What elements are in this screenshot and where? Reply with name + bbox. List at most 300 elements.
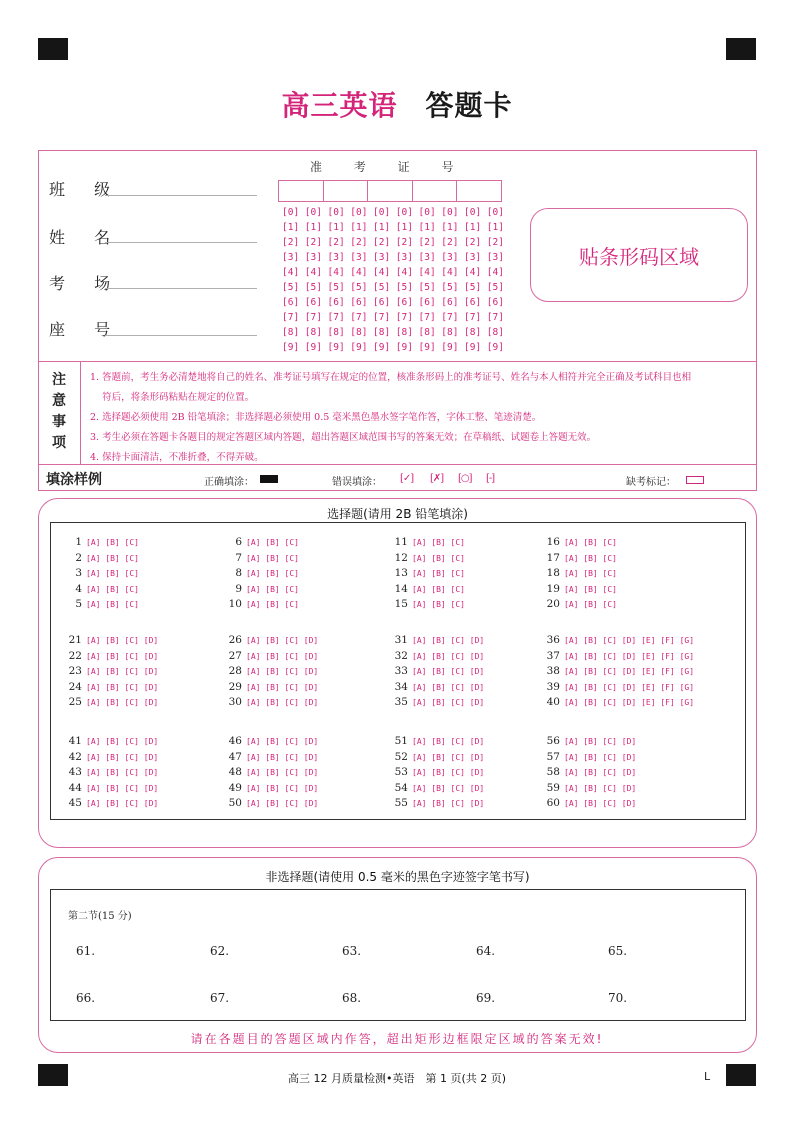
choice-question-25 [62,696,158,708]
exam-id-digit-bubble[interactable]: [4] [486,267,504,278]
exam-id-digit-bubble[interactable]: [0] [441,207,459,218]
answer-bubbles[interactable]: [A] [B] [C] [D] [246,682,319,692]
exam-id-digit-row [282,222,504,237]
answer-bubbles[interactable]: [A] [B] [C] [D] [564,737,637,746]
exam-id-digit-bubble[interactable]: [1] [464,222,482,233]
answer-bubbles[interactable]: [A] [B] [C] [D] [E] [F] [G] [564,636,695,645]
notice-item: 3. 考生必须在答题卡各题目的规定答题区域内答题，超出答题区域范围书写的答案无效；在草稿纸、试题卷上答题无效。 [90,432,597,443]
exam-id-digit-bubble[interactable]: [9] [418,342,436,353]
choice-question-22 [62,650,158,662]
choice-question-14 [388,583,465,595]
choice-question-27 [222,650,318,662]
exam-id-digit-bubble[interactable]: [3] [395,252,413,263]
exam-room-label: 考 场 [49,274,123,293]
blank-63[interactable]: 63. [342,944,362,958]
exam-id-digit-row [282,312,504,327]
exam-id-digit-bubble[interactable]: [7] [304,312,322,323]
choice-question-54 [388,782,484,794]
exam-id-digit-bubble[interactable]: [7] [373,312,391,323]
wrong-fill-circle-icon: [○] [458,473,472,484]
answer-bubbles[interactable]: [A] [B] [C] [D] [86,768,159,777]
exam-id-digit-bubble[interactable]: [1] [395,222,413,233]
choice-question-55 [388,797,484,809]
exam-id-digit-bubble[interactable]: [3] [304,252,322,263]
choice-question-7 [222,552,299,564]
exam-id-digit-bubble[interactable]: [4] [282,267,300,278]
exam-id-digit-bubble[interactable]: [4] [350,267,368,278]
exam-id-digit-bubble[interactable]: [1] [418,222,436,233]
exam-id-digit-bubble[interactable]: [6] [486,297,504,308]
choice-question-37 [540,650,694,662]
exam-id-digit-bubble[interactable]: [3] [464,252,482,263]
choice-question-1 [62,536,139,548]
exam-id-digit-bubble[interactable]: [5] [486,282,504,293]
question-number: 21 [68,634,82,646]
exam-id-digit-bubble[interactable]: [0] [464,207,482,218]
exam-id-digit-bubble[interactable]: [5] [395,282,413,293]
choice-question-18 [540,567,617,579]
answer-bubbles[interactable]: [A] [B] [C] [D] [412,752,485,762]
exam-id-digit-bubble[interactable]: [3] [373,252,391,263]
blank-67[interactable]: 67. [210,991,230,1005]
question-number: 56 [546,735,560,747]
exam-id-digit-bubble[interactable]: [2] [464,237,482,248]
exam-id-digit-bubble[interactable]: [5] [327,282,345,293]
exam-id-digit-bubble[interactable]: [2] [327,237,345,248]
answer-bubbles[interactable]: [A] [B] [C] [412,538,465,547]
answer-bubbles[interactable]: [A] [B] [C] [D] [246,636,319,645]
exam-id-digit-bubble[interactable]: [0] [350,207,368,218]
exam-id-digit-bubble[interactable]: [9] [373,342,391,353]
exam-id-digit-bubble[interactable]: [8] [327,327,345,338]
exam-id-digit-bubble[interactable]: [6] [395,297,413,308]
exam-id-digit-bubble[interactable]: [7] [464,312,482,323]
page-footer: 高三 12 月质量检测•英语 第 1 页(共 2 页) [287,1072,507,1085]
choice-question-6 [222,536,299,548]
choice-question-30 [222,696,318,708]
exam-id-digit-bubble[interactable]: [5] [282,282,300,293]
question-number: 44 [68,781,82,794]
question-number: 29 [228,680,242,693]
exam-id-title: 准 考 证 号 [310,160,468,174]
answer-bubbles[interactable]: [A] [B] [C] [D] [E] [F] [G] [564,682,695,692]
exam-id-digit-bubble[interactable]: [0] [304,207,322,218]
class-label: 班 级 [49,180,123,199]
exam-id-digit-bubble[interactable]: [8] [350,327,368,338]
exam-id-digit-bubble[interactable]: [3] [441,252,459,263]
wrong-fill-label: 错误填涂： [332,477,382,488]
exam-id-digit-bubble[interactable]: [3] [486,252,504,263]
answer-bubbles[interactable]: [A] [B] [C] [D] [86,636,159,645]
blank-65[interactable]: 65. [608,944,628,958]
answer-bubbles[interactable]: [A] [B] [C] [D] [246,737,319,746]
answer-bubbles[interactable]: [A] [B] [C] [564,538,617,547]
question-number: 11 [394,536,408,548]
choice-question-17 [540,552,617,564]
exam-id-digit-bubble[interactable]: [4] [418,267,436,278]
question-number: 58 [546,766,560,778]
exam-id-digit-bubble[interactable]: [2] [486,237,504,248]
exam-id-digit-bubble[interactable]: [8] [304,327,322,338]
answer-bubbles[interactable]: [A] [B] [C] [D] [86,651,159,661]
answer-bubbles[interactable]: [A] [B] [C] [86,584,139,594]
question-number: 8 [235,567,242,579]
answer-bubbles[interactable]: [A] [B] [C] [86,553,139,563]
answer-bubbles[interactable]: [A] [B] [C] [564,553,617,563]
answer-bubbles[interactable]: [A] [B] [C] [412,553,465,563]
exam-id-digit-bubble[interactable]: [9] [327,342,345,353]
question-number: 51 [394,735,408,747]
exam-id-digit-row [282,207,504,222]
answer-bubbles[interactable]: [A] [B] [C] [D] [412,737,485,746]
exam-id-write-grid[interactable] [278,180,502,202]
answer-bubbles[interactable]: [A] [B] [C] [564,569,617,578]
nonchoice-section-title: 非选择题(请使用 0.5 毫米的黑色字迹签字笔书写) [265,870,530,884]
blank-69[interactable]: 69. [476,991,496,1005]
exam-id-bubble-grid[interactable] [282,207,504,357]
exam-id-digit-bubble[interactable]: [5] [304,282,322,293]
exam-id-digit-bubble[interactable]: [2] [418,237,436,248]
exam-id-digit-bubble[interactable]: [2] [304,237,322,248]
answer-bubbles[interactable]: [A] [B] [C] [412,584,465,594]
answer-bubbles[interactable]: [A] [B] [C] [D] [564,799,637,808]
blank-66[interactable]: 66. [76,991,96,1005]
exam-id-digit-bubble[interactable]: [3] [282,252,300,263]
exam-id-digit-bubble[interactable]: [8] [282,327,300,338]
choice-question-39 [540,681,694,693]
answer-bubbles[interactable]: [A] [B] [C] [D] [412,682,485,692]
exam-id-digit-bubble[interactable]: [9] [441,342,459,353]
answer-bubbles[interactable]: [A] [B] [C] [564,584,617,594]
choice-question-44 [62,782,158,794]
choice-question-49 [222,782,318,794]
question-number: 31 [394,634,408,646]
exam-id-digit-bubble[interactable]: [0] [486,207,504,218]
answer-bubbles[interactable]: [A] [B] [C] [246,600,299,609]
exam-id-digit-bubble[interactable]: [8] [418,327,436,338]
blank-70[interactable]: 70. [608,991,628,1005]
exam-id-digit-bubble[interactable]: [2] [282,237,300,248]
nonchoice-answer-area [50,889,746,1021]
exam-room-field[interactable] [105,288,257,289]
question-number: 46 [228,735,242,747]
exam-id-digit-row [282,237,504,252]
exam-id-digit-bubble[interactable]: [1] [350,222,368,233]
question-number: 37 [546,649,560,662]
choice-question-40 [540,696,694,708]
exam-id-digit-bubble[interactable]: [1] [486,222,504,233]
answer-bubbles[interactable]: [A] [B] [C] [86,600,139,609]
answer-bubbles[interactable]: [A] [B] [C] [D] [86,737,159,746]
exam-id-digit-row [282,327,504,342]
answer-bubbles[interactable]: [A] [B] [C] [D] [412,799,485,808]
answer-bubbles[interactable]: [A] [B] [C] [D] [86,698,159,707]
choice-question-57 [540,751,636,763]
question-number: 39 [546,680,560,693]
question-number: 57 [546,750,560,763]
choice-question-34 [388,681,484,693]
choice-question-28 [222,665,318,677]
answer-bubbles[interactable]: [A] [B] [C] [86,538,139,547]
exam-id-digit-bubble[interactable]: [2] [373,237,391,248]
answer-bubbles[interactable]: [A] [B] [C] [D] [564,752,637,762]
exam-id-digit-bubble[interactable]: [4] [304,267,322,278]
notice-item: 1. 答题前，考生务必清楚地将自己的姓名、准考证号填写在规定的位置，核准条形码上的准考证号、姓名与本人相符并完全正确及考试科目也相 [90,372,692,383]
sub-section-label: 第二节(15 分) [68,911,132,922]
question-number: 7 [235,551,242,564]
choice-question-58 [540,766,636,778]
exam-id-digit-bubble[interactable]: [1] [373,222,391,233]
answer-bubbles[interactable]: [A] [B] [C] [D] [86,667,159,676]
notice-item: 符后，将条形码粘贴在规定的位置。 [90,392,255,403]
blank-61[interactable]: 61. [76,944,96,958]
exam-id-digit-bubble[interactable]: [1] [441,222,459,233]
fill-example-label: 填涂样例 [46,472,102,488]
exam-id-digit-bubble[interactable]: [7] [418,312,436,323]
exam-id-digit-bubble[interactable]: [6] [282,297,300,308]
exam-id-digit-bubble[interactable]: [9] [395,342,413,353]
absent-mark-box[interactable] [686,476,704,484]
choice-question-43 [62,766,158,778]
question-number: 27 [228,649,242,662]
answer-bubbles[interactable]: [A] [B] [C] [D] [412,783,485,793]
exam-id-digit-bubble[interactable]: [0] [373,207,391,218]
choice-question-51 [388,735,484,747]
exam-id-digit-bubble[interactable]: [9] [282,342,300,353]
exam-id-digit-bubble[interactable]: [2] [350,237,368,248]
answer-bubbles[interactable]: [A] [B] [C] [246,584,299,594]
choice-question-45 [62,797,158,809]
answer-bubbles[interactable]: [A] [B] [C] [D] [E] [F] [G] [564,651,695,661]
exam-id-digit-bubble[interactable]: [7] [486,312,504,323]
exam-id-digit-bubble[interactable]: [0] [327,207,345,218]
question-number: 16 [546,536,560,548]
exam-id-digit-bubble[interactable]: [9] [486,342,504,353]
title-subject: 高三英语 [281,89,398,122]
choice-question-15 [388,598,465,610]
question-number: 55 [394,797,408,809]
answer-bubbles[interactable]: [A] [B] [C] [D] [246,768,319,777]
question-number: 30 [228,696,242,708]
answer-bubbles[interactable]: [A] [B] [C] [D] [86,752,159,762]
question-number: 19 [546,582,560,595]
choice-question-9 [222,583,299,595]
exam-id-digit-bubble[interactable]: [8] [395,327,413,338]
exam-id-digit-bubble[interactable]: [1] [327,222,345,233]
wrong-fill-cross-icon: [✗] [430,473,444,484]
exam-id-digit-bubble[interactable]: [6] [350,297,368,308]
correct-fill-sample [260,475,278,483]
answer-bubbles[interactable]: [A] [B] [C] [86,569,139,578]
answer-bubbles[interactable]: [A] [B] [C] [412,569,465,578]
answer-bubbles[interactable]: [A] [B] [C] [D] [412,698,485,707]
answer-bubbles[interactable]: [A] [B] [C] [412,600,465,609]
exam-id-digit-bubble[interactable]: [8] [441,327,459,338]
exam-id-digit-bubble[interactable]: [8] [486,327,504,338]
answer-bubbles[interactable]: [A] [B] [C] [D] [412,651,485,661]
wrong-fill-check-icon: [✓] [400,473,414,484]
choice-section-title: 选择题(请用 2B 铅笔填涂) [327,507,468,521]
registration-mark-top-left [38,38,68,60]
exam-id-digit-bubble[interactable]: [4] [395,267,413,278]
choice-question-42 [62,751,158,763]
choice-question-23 [62,665,158,677]
question-number: 54 [394,781,408,794]
question-number: 35 [394,696,408,708]
answer-bubbles[interactable]: [A] [B] [C] [564,600,617,609]
question-number: 60 [546,797,560,809]
answer-bubbles[interactable]: [A] [B] [C] [D] [412,768,485,777]
exam-id-digit-bubble[interactable]: [7] [327,312,345,323]
choice-question-60 [540,797,636,809]
name-field[interactable] [105,242,257,243]
choice-question-5 [62,598,139,610]
exam-id-digit-bubble[interactable]: [3] [418,252,436,263]
notice-heading: 注 意 事 项 [52,372,66,451]
answer-bubbles[interactable]: [A] [B] [C] [D] [86,682,159,692]
exam-id-digit-bubble[interactable]: [6] [373,297,391,308]
exam-id-digit-bubble[interactable]: [7] [441,312,459,323]
exam-id-digit-bubble[interactable]: [7] [395,312,413,323]
answer-bubbles[interactable]: [A] [B] [C] [D] [564,768,637,777]
blank-64[interactable]: 64. [476,944,496,958]
question-number: 20 [546,598,560,610]
exam-id-digit-bubble[interactable]: [4] [373,267,391,278]
answer-bubbles[interactable]: [A] [B] [C] [D] [246,651,319,661]
answer-bubbles[interactable]: [A] [B] [C] [D] [86,799,159,808]
exam-id-digit-bubble[interactable]: [1] [282,222,300,233]
exam-id-digit-bubble[interactable]: [6] [441,297,459,308]
question-number: 15 [394,598,408,610]
exam-id-digit-bubble[interactable]: [5] [418,282,436,293]
exam-id-digit-bubble[interactable]: [0] [395,207,413,218]
exam-id-digit-bubble[interactable]: [7] [350,312,368,323]
question-number: 59 [546,781,560,794]
question-number: 49 [228,781,242,794]
exam-id-digit-row [282,297,504,312]
page-title [0,84,794,124]
notice-item: 2. 选择题必须使用 2B 铅笔填涂；非选择题必须使用 0.5 毫米黑色墨水签字笔作答，字体工整、笔迹清楚。 [90,412,542,423]
question-number: 50 [228,797,242,809]
exam-id-digit-bubble[interactable]: [5] [464,282,482,293]
question-number: 24 [68,680,82,693]
choice-question-35 [388,696,484,708]
question-number: 25 [68,696,82,708]
question-number: 53 [394,766,408,778]
exam-id-digit-bubble[interactable]: [2] [441,237,459,248]
exam-id-digit-bubble[interactable]: [6] [464,297,482,308]
question-number: 12 [394,551,408,564]
exam-id-digit-bubble[interactable]: [6] [304,297,322,308]
answer-bubbles[interactable]: [A] [B] [C] [D] [412,636,485,645]
question-number: 47 [228,750,242,763]
question-number: 2 [75,551,82,564]
question-number: 23 [68,665,82,677]
question-number: 9 [235,582,242,595]
exam-id-digit-bubble[interactable]: [4] [441,267,459,278]
fill-example-row [38,466,757,490]
answer-bubbles[interactable]: [A] [B] [C] [D] [86,783,159,793]
exam-id-digit-bubble[interactable]: [5] [373,282,391,293]
exam-id-digit-bubble[interactable]: [5] [350,282,368,293]
question-number: 13 [394,567,408,579]
question-number: 3 [75,567,82,579]
exam-id-digit-bubble[interactable]: [6] [418,297,436,308]
answer-bubbles[interactable]: [A] [B] [C] [246,538,299,547]
exam-id-digit-bubble[interactable]: [0] [418,207,436,218]
blank-62[interactable]: 62. [210,944,230,958]
answer-bubbles[interactable]: [A] [B] [C] [D] [246,799,319,808]
exam-id-digit-bubble[interactable]: [3] [350,252,368,263]
choice-question-19 [540,583,617,595]
answer-bubbles[interactable]: [A] [B] [C] [246,553,299,563]
exam-id-digit-bubble[interactable]: [5] [441,282,459,293]
exam-id-digit-bubble[interactable]: [4] [464,267,482,278]
answer-bubbles[interactable]: [A] [B] [C] [246,569,299,578]
choice-question-24 [62,681,158,693]
question-number: 18 [546,567,560,579]
answer-bubbles[interactable]: [A] [B] [C] [D] [E] [F] [G] [564,667,695,676]
title-card: 答题卡 [425,89,513,122]
exam-id-digit-bubble[interactable]: [8] [373,327,391,338]
choice-question-41 [62,735,158,747]
exam-id-digit-bubble[interactable]: [9] [304,342,322,353]
choice-question-12 [388,552,465,564]
answer-bubbles[interactable]: [A] [B] [C] [D] [246,752,319,762]
exam-id-digit-bubble[interactable]: [9] [464,342,482,353]
question-number: 42 [68,750,82,763]
exam-id-digit-bubble[interactable]: [8] [464,327,482,338]
page-code: L [704,1070,711,1083]
exam-id-digit-bubble[interactable]: [0] [282,207,300,218]
choice-question-38 [540,665,694,677]
answer-bubbles[interactable]: [A] [B] [C] [D] [E] [F] [G] [564,698,695,707]
exam-id-digit-bubble[interactable]: [1] [304,222,322,233]
class-field[interactable] [105,195,257,196]
blank-68[interactable]: 68. [342,991,362,1005]
choice-question-31 [388,634,484,646]
choice-question-59 [540,782,636,794]
question-number: 28 [228,665,242,677]
question-number: 41 [68,735,82,747]
choice-question-50 [222,797,318,809]
exam-id-digit-row [282,267,504,282]
choice-question-11 [388,536,465,548]
answer-bubbles[interactable]: [A] [B] [C] [D] [564,783,637,793]
question-number: 6 [235,536,242,548]
exam-id-digit-bubble[interactable]: [7] [282,312,300,323]
choice-question-2 [62,552,139,564]
answer-bubbles[interactable]: [A] [B] [C] [D] [246,783,319,793]
question-number: 45 [68,797,82,809]
divider [38,361,757,362]
question-number: 26 [228,634,242,646]
question-number: 52 [394,750,408,763]
question-number: 38 [546,665,560,677]
registration-mark-top-right [726,38,756,60]
question-number: 36 [546,634,560,646]
exam-id-digit-bubble[interactable]: [9] [350,342,368,353]
exam-id-digit-bubble[interactable]: [6] [327,297,345,308]
choice-question-29 [222,681,318,693]
seat-field[interactable] [105,335,257,336]
answer-bubbles[interactable]: [A] [B] [C] [D] [246,698,319,707]
exam-id-digit-bubble[interactable]: [2] [395,237,413,248]
answer-bubbles[interactable]: [A] [B] [C] [D] [412,667,485,676]
exam-id-digit-bubble[interactable]: [3] [327,252,345,263]
answer-bubbles[interactable]: [A] [B] [C] [D] [246,667,319,676]
exam-id-digit-bubble[interactable]: [4] [327,267,345,278]
